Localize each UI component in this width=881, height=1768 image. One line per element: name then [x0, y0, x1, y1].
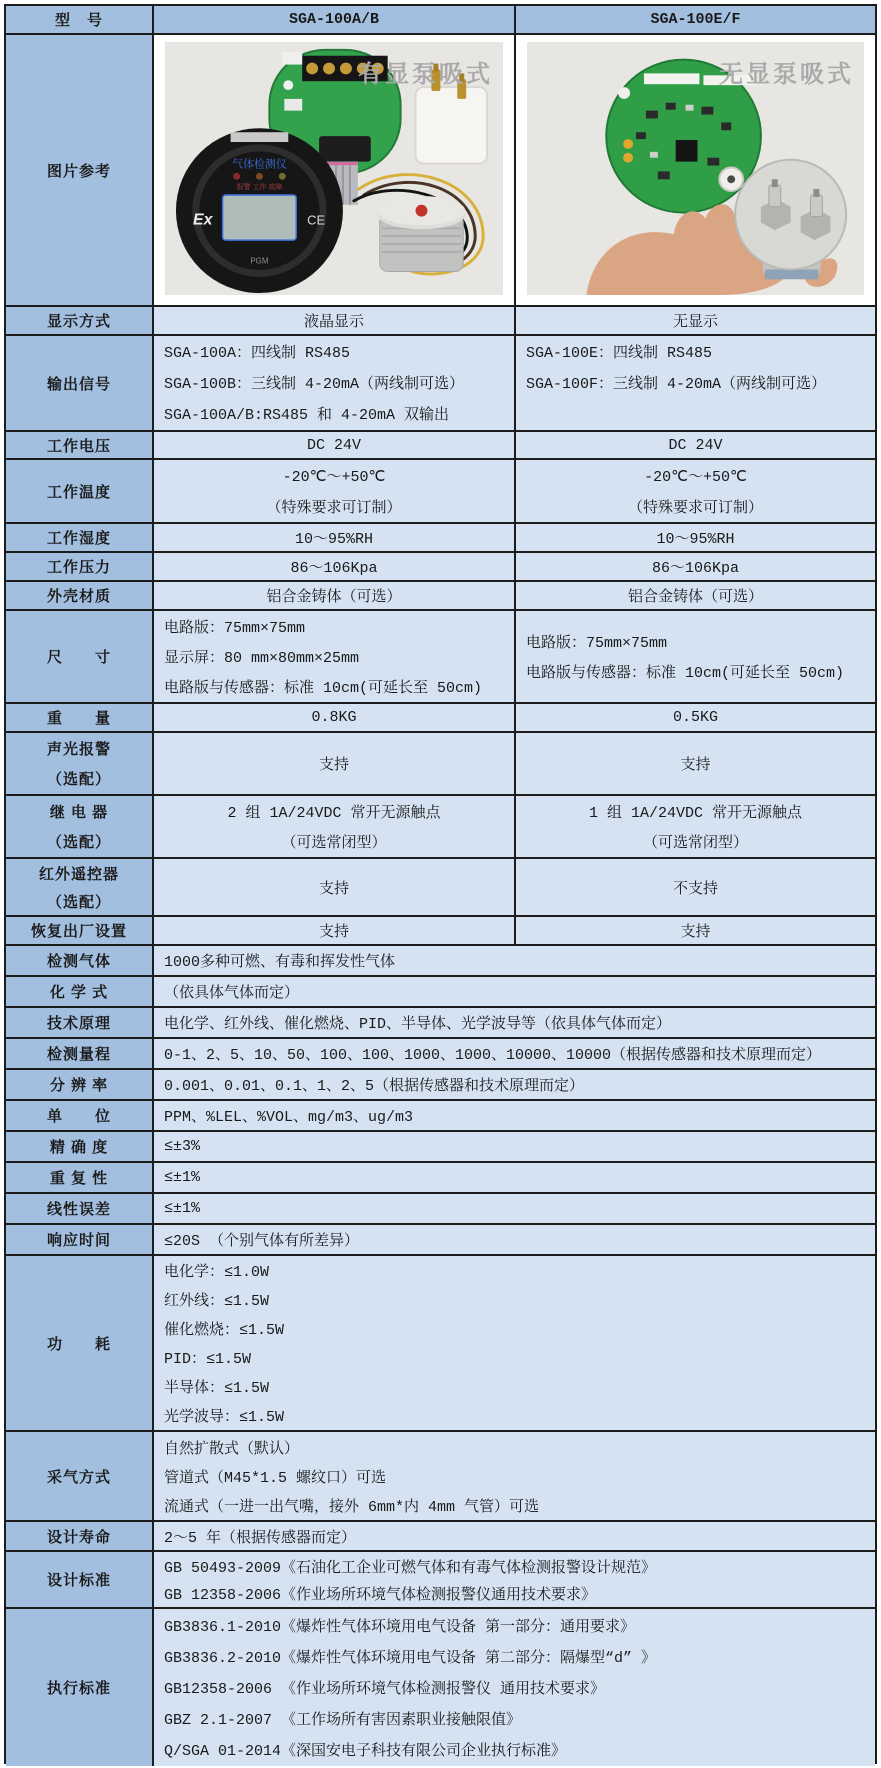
spec-value-e-11-text: 不支持	[672, 880, 718, 898]
spec-row-17	[6, 1068, 875, 1099]
svg-text:PGM: PGM	[250, 256, 269, 266]
photo-left-frame	[165, 42, 503, 295]
spec-label-13	[6, 946, 154, 975]
spec-value-a-11-text: 支持	[318, 880, 349, 898]
spec-label-19	[6, 1132, 154, 1161]
spec-value-23	[154, 1256, 875, 1430]
spec-value-a-8-text: 0.8KG	[311, 709, 357, 726]
spec-value-18	[154, 1101, 875, 1130]
spec-label-2-text: 工作电压	[46, 437, 111, 455]
spec-value-e-9-text: 支持	[680, 757, 711, 774]
spec-value-25-text: 2～5 年（根据传感器而定）	[164, 1529, 357, 1547]
spec-value-27-text: GBZ 2.1-2007 《工作场所有害因素职业接触限值》	[164, 1712, 522, 1729]
spec-value-e-3	[516, 460, 875, 522]
spec-value-a-9	[154, 733, 516, 794]
spec-label-6-text: 外壳材质	[46, 588, 111, 605]
spec-value-26	[154, 1552, 875, 1607]
spec-label-8	[6, 704, 154, 731]
spec-value-a-0	[154, 307, 516, 334]
spec-value-24-text: 管道式（M45*1.5 螺纹口）可选	[164, 1469, 387, 1487]
spec-label-22-text: 响应时间	[46, 1232, 111, 1249]
image-row	[6, 33, 875, 305]
spec-label-7-text: 尺 寸	[46, 649, 111, 666]
photo-pump-without-display	[516, 35, 875, 305]
spec-value-e-6-text: 铝合金铸体（可选）	[627, 589, 763, 606]
spec-value-e-3-text: -20℃～+50℃	[644, 469, 747, 486]
spec-value-e-11	[516, 859, 875, 915]
spec-value-25	[154, 1522, 875, 1550]
spec-value-21-text: ≤±1%	[164, 1200, 201, 1217]
header-model-ef-cell	[516, 6, 875, 33]
spec-value-23-text: 红外线：≤1.5W	[164, 1293, 270, 1310]
spec-value-17	[154, 1070, 875, 1099]
spec-label-5	[6, 553, 154, 580]
spec-row-22	[6, 1223, 875, 1254]
spec-value-a-6	[154, 582, 516, 609]
spec-label-9	[6, 733, 154, 794]
spec-value-21	[154, 1194, 875, 1223]
spec-row-13	[6, 944, 875, 975]
spec-value-a-7-text: 电路版与传感器：标准 10cm(可延长至 50cm)	[164, 680, 483, 697]
spec-row-11	[6, 857, 875, 915]
spec-value-26-text: GB 50493-2009《石油化工企业可燃气体和有毒气体检测报警设计规范》	[164, 1559, 657, 1577]
spec-value-e-2-text: DC 24V	[668, 436, 723, 454]
spec-value-e-8-text: 0.5KG	[672, 709, 718, 726]
spec-label-3-text: 工作温度	[46, 483, 111, 501]
spec-value-e-1-text: SGA-100E：四线制 RS485	[526, 345, 713, 362]
spec-value-17-text: 0.001、0.01、0.1、1、2、5（根据传感器和技术原理而定）	[164, 1078, 585, 1095]
spec-value-24	[154, 1432, 875, 1520]
spec-label-13-text: 检测气体	[46, 953, 111, 970]
spec-value-a-6-text: 铝合金铸体（可选）	[266, 589, 402, 606]
spec-row-15	[6, 1006, 875, 1037]
spec-label-0-text: 显示方式	[46, 313, 111, 330]
spec-value-e-5	[516, 553, 875, 580]
spec-value-27-text: GB3836.2-2010《爆炸性气体环境用电气设备 第二部分：隔爆型“d” 》	[164, 1650, 657, 1667]
spec-value-15-text: 电化学、红外线、催化燃烧、PID、半导体、光学波导等（依具体气体而定）	[164, 1016, 672, 1033]
header-model-ab-cell	[154, 6, 516, 33]
spec-row-0	[6, 305, 875, 334]
spec-label-18	[6, 1101, 154, 1130]
spec-label-12-text: 恢复出厂设置	[30, 923, 127, 940]
spec-label-4-text: 工作湿度	[46, 530, 111, 547]
spec-row-24	[6, 1430, 875, 1520]
spec-label-27	[6, 1609, 154, 1766]
svg-text:CE: CE	[307, 212, 326, 228]
spec-value-a-2	[154, 432, 516, 458]
photo-right-frame	[527, 42, 864, 295]
spec-row-9	[6, 731, 875, 794]
spec-value-19-text: ≤±3%	[164, 1138, 201, 1155]
spec-row-2	[6, 430, 875, 458]
spec-label-7	[6, 611, 154, 702]
spec-value-a-3	[154, 460, 516, 522]
spec-label-19-text: 精 确 度	[49, 1139, 109, 1156]
spec-label-26-text: 设计标准	[46, 1572, 111, 1589]
spec-row-4	[6, 522, 875, 551]
spec-value-16	[154, 1039, 875, 1068]
spec-value-e-5-text: 86～106Kpa	[651, 560, 739, 577]
spec-value-16-text: 0-1、2、5、10、50、100、100、1000、1000、10000、10000（根据传感器和技术原理而定）	[164, 1047, 822, 1064]
spec-value-e-7-text: 电路版与传感器：标准 10cm(可延长至 50cm)	[526, 665, 845, 682]
spec-row-5	[6, 551, 875, 580]
spec-label-0	[6, 307, 154, 334]
image-row-label: 图片参考	[46, 162, 111, 180]
spec-label-9-text: （选配）	[46, 771, 111, 788]
spec-value-e-2	[516, 432, 875, 458]
spec-value-e-12-text: 支持	[680, 924, 711, 941]
spec-label-21-text: 线性误差	[46, 1201, 111, 1218]
detector-with-lcd	[176, 128, 343, 293]
spec-row-14	[6, 975, 875, 1006]
spec-value-a-7-text: 显示屏：80 mm×80mm×25mm	[164, 650, 360, 667]
spec-row-16	[6, 1037, 875, 1068]
spec-row-19	[6, 1130, 875, 1161]
spec-row-6	[6, 580, 875, 609]
svg-text:报警 工作 故障: 报警 工作 故障	[236, 184, 283, 192]
spec-row-23	[6, 1254, 875, 1430]
image-row-label-cell	[6, 35, 154, 305]
spec-row-26	[6, 1550, 875, 1607]
spec-label-11	[6, 859, 154, 915]
spec-label-11-text: （选配）	[46, 893, 111, 911]
spec-row-10	[6, 794, 875, 857]
spec-row-1	[6, 334, 875, 430]
spec-value-e-7-text: 电路版：75mm×75mm	[526, 635, 668, 652]
spec-value-e-1	[516, 336, 875, 430]
spec-value-e-8	[516, 704, 875, 731]
spec-value-e-0-text: 无显示	[672, 314, 718, 331]
spec-row-3	[6, 458, 875, 522]
spec-label-17-text: 分 辨 率	[49, 1077, 109, 1094]
spec-value-a-3-text: （特殊要求可订制）	[266, 500, 402, 517]
header-model-ef: SGA-100E/F	[650, 11, 741, 28]
spec-value-22-text: ≤20S （个别气体有所差异）	[164, 1233, 360, 1250]
spec-value-e-0	[516, 307, 875, 334]
spec-value-e-7	[516, 611, 875, 702]
spec-row-27	[6, 1607, 875, 1766]
spec-value-e-9	[516, 733, 875, 794]
spec-value-a-7	[154, 611, 516, 702]
spec-row-25	[6, 1520, 875, 1550]
spec-value-a-10-text: 2 组 1A/24VDC 常开无源触点	[227, 805, 441, 822]
spec-label-26	[6, 1552, 154, 1607]
spec-value-a-4	[154, 524, 516, 551]
spec-label-1-text: 输出信号	[46, 375, 111, 393]
spec-value-e-4	[516, 524, 875, 551]
spec-value-a-2-text: DC 24V	[306, 436, 361, 454]
spec-label-25	[6, 1522, 154, 1550]
spec-row-20	[6, 1161, 875, 1192]
spec-value-27-text: GB12358-2006 《作业场所环境气体检测报警仪 通用技术要求》	[164, 1681, 606, 1698]
spec-value-e-3-text: （特殊要求可订制）	[627, 500, 763, 517]
spec-value-e-1-text: SGA-100F：三线制 4-20mA（两线制可选）	[526, 376, 827, 393]
spec-value-15	[154, 1008, 875, 1037]
spec-label-15	[6, 1008, 154, 1037]
spec-label-10-text: 继 电 器	[49, 804, 109, 821]
spec-value-a-1-text: SGA-100A：四线制 RS485	[164, 345, 351, 362]
spec-value-a-1-text: SGA-100B：三线制 4-20mA（两线制可选）	[164, 376, 465, 393]
spec-label-21	[6, 1194, 154, 1223]
spec-value-20	[154, 1163, 875, 1192]
spec-value-a-12-text: 支持	[318, 924, 349, 941]
spec-label-6	[6, 582, 154, 609]
spec-value-a-12	[154, 917, 516, 944]
spec-value-e-10-text: （可选常闭型）	[642, 835, 748, 852]
spec-value-e-10-text: 1 组 1A/24VDC 常开无源触点	[588, 805, 803, 822]
spec-value-23-text: 催化燃烧：≤1.5W	[164, 1322, 285, 1339]
spec-value-a-0-text: 液晶显示	[303, 314, 364, 331]
spec-label-16-text: 检测量程	[46, 1046, 111, 1063]
spec-value-a-5	[154, 553, 516, 580]
spec-value-a-10-text: （可选常闭型）	[281, 835, 387, 852]
spec-label-17	[6, 1070, 154, 1099]
spec-label-24	[6, 1432, 154, 1520]
spec-value-a-1-text: SGA-100A/B:RS485 和 4-20mA 双输出	[164, 407, 450, 424]
spec-table	[4, 4, 877, 1764]
photo-pump-with-display	[154, 35, 516, 305]
spec-label-16	[6, 1039, 154, 1068]
spec-value-26-text: GB 12358-2006《作业场所环境气体检测报警仪通用技术要求》	[164, 1586, 597, 1604]
spec-row-18	[6, 1099, 875, 1130]
svg-text:气体检测仪: 气体检测仪	[232, 158, 287, 171]
spec-value-20-text: ≤±1%	[164, 1169, 201, 1186]
spec-value-a-7-text: 电路版：75mm×75mm	[164, 620, 306, 637]
spec-value-14	[154, 977, 875, 1006]
spec-value-23-text: 半导体：≤1.5W	[164, 1380, 270, 1397]
spec-label-9-text: 声光报警	[46, 741, 111, 758]
spec-label-3	[6, 460, 154, 522]
spec-label-10-text: （选配）	[46, 834, 111, 851]
spec-value-14-text: （依具体气体而定）	[164, 985, 300, 1002]
spec-value-a-9-text: 支持	[318, 757, 349, 774]
spec-row-12	[6, 915, 875, 944]
spec-value-a-11	[154, 859, 516, 915]
spec-label-11-text: 红外遥控器	[38, 865, 119, 883]
spec-label-10	[6, 796, 154, 857]
spec-label-15-text: 技术原理	[46, 1015, 111, 1032]
spec-label-27-text: 执行标准	[46, 1680, 111, 1697]
spec-label-2	[6, 432, 154, 458]
spec-value-24-text: 自然扩散式（默认）	[164, 1440, 300, 1458]
spec-value-23-text: 光学波导：≤1.5W	[164, 1409, 285, 1426]
spec-value-27-text: Q/SGA 01-2014《深国安电子科技有限公司企业执行标准》	[164, 1743, 567, 1760]
watermark-right: 无显泵吸式	[719, 61, 854, 88]
spec-label-14-text: 化 学 式	[49, 984, 109, 1001]
spec-value-19	[154, 1132, 875, 1161]
spec-label-4	[6, 524, 154, 551]
spec-label-14	[6, 977, 154, 1006]
spec-label-20-text: 重 复 性	[49, 1170, 109, 1187]
aluminum-sensor-head	[378, 196, 465, 272]
header-model-label-cell	[6, 6, 154, 33]
spec-label-5-text: 工作压力	[46, 559, 111, 576]
spec-value-a-10	[154, 796, 516, 857]
spec-value-a-3-text: -20℃～+50℃	[282, 469, 386, 486]
header-row	[6, 6, 875, 33]
spec-value-23-text: PID：≤1.5W	[164, 1351, 252, 1368]
spec-value-e-6	[516, 582, 875, 609]
spec-value-13-text: 1000多种可燃、有毒和挥发性气体	[164, 954, 396, 971]
spec-label-1	[6, 336, 154, 430]
spec-value-24-text: 流通式（一进一出气嘴，接外 6mm*内 4mm 气管）可选	[164, 1498, 540, 1516]
spec-row-8	[6, 702, 875, 731]
spec-value-e-12	[516, 917, 875, 944]
spec-value-a-5-text: 86～106Kpa	[290, 560, 378, 577]
svg-text:Ex: Ex	[193, 211, 213, 229]
spec-value-e-10	[516, 796, 875, 857]
spec-value-13	[154, 946, 875, 975]
header-model-label: 型 号	[54, 12, 103, 29]
spec-label-12	[6, 917, 154, 944]
spec-value-23-text: 电化学：≤1.0W	[164, 1264, 270, 1281]
spec-label-20	[6, 1163, 154, 1192]
spec-label-23	[6, 1256, 154, 1430]
spec-label-24-text: 采气方式	[46, 1468, 111, 1486]
spec-row-21	[6, 1192, 875, 1223]
header-model-ab: SGA-100A/B	[288, 11, 379, 28]
spec-value-18-text: PPM、%LEL、%VOL、mg/m3、ug/m3	[164, 1109, 414, 1126]
spec-row-7	[6, 609, 875, 702]
spec-label-23-text: 功 耗	[46, 1335, 111, 1353]
spec-label-25-text: 设计寿命	[46, 1528, 111, 1546]
spec-value-22	[154, 1225, 875, 1254]
watermark-left: 有显泵吸式	[358, 61, 493, 88]
spec-label-22	[6, 1225, 154, 1254]
spec-value-27	[154, 1609, 875, 1766]
spec-label-8-text: 重 量	[46, 710, 111, 727]
spec-value-a-8	[154, 704, 516, 731]
spec-value-a-4-text: 10～95%RH	[294, 531, 373, 548]
spec-value-a-1	[154, 336, 516, 430]
spec-value-27-text: GB3836.1-2010《爆炸性气体环境用电气设备 第一部分：通用要求》	[164, 1619, 636, 1636]
spec-value-e-4-text: 10～95%RH	[656, 531, 735, 548]
spec-label-18-text: 单 位	[46, 1108, 111, 1125]
